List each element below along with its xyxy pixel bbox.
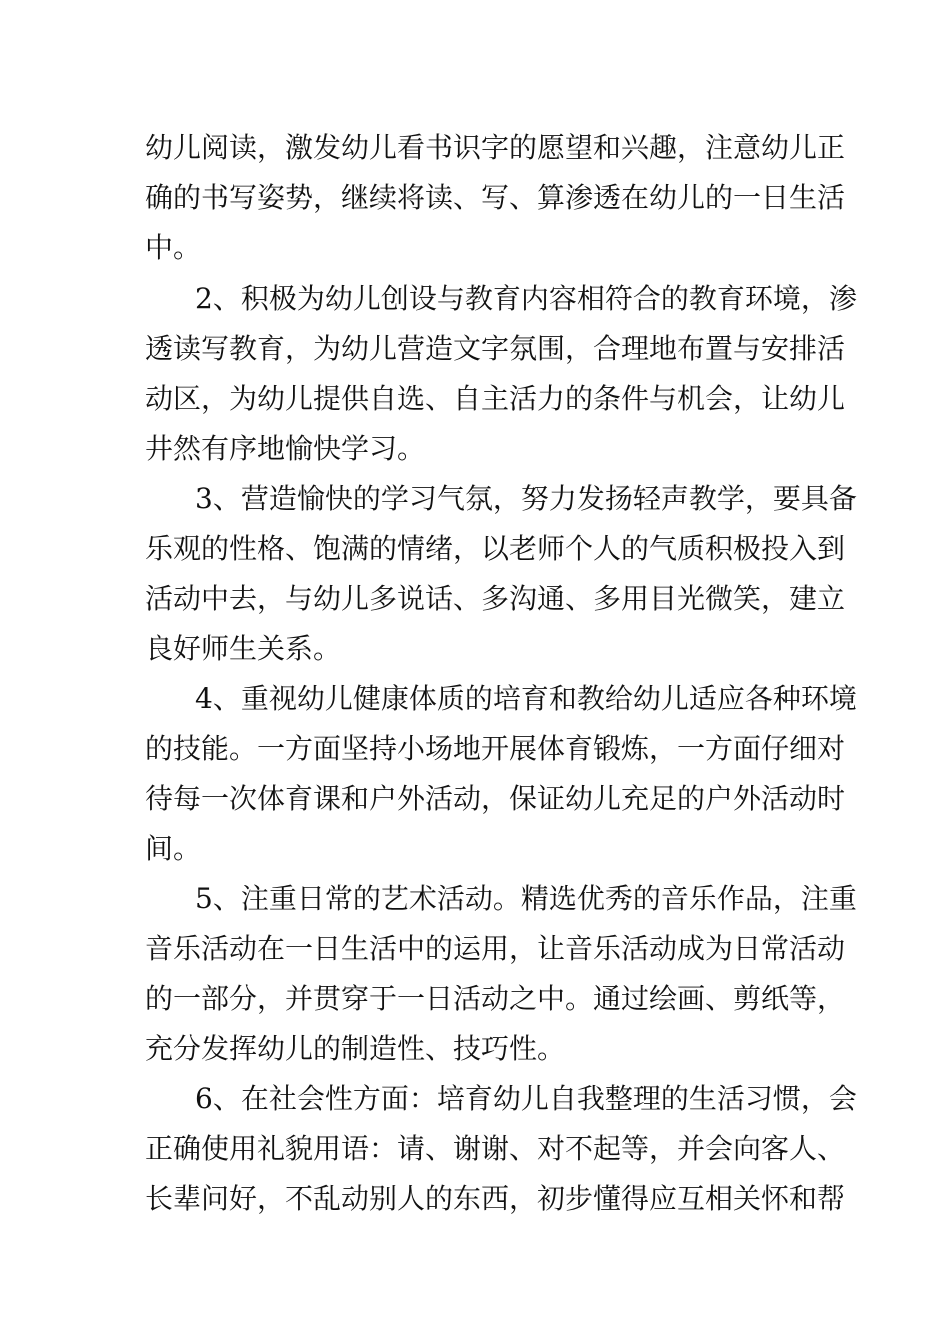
text-line: 音乐活动在一日生活中的运用，让音乐活动成为日常活动 [145,932,846,965]
text-line: 幼儿阅读，激发幼儿看书识字的愿望和兴趣，注意幼儿正 [145,131,846,164]
text-line: 乐观的性格、饱满的情绪，以老师个人的气质积极投入到 [145,532,846,565]
paragraph-first-line: 6、在社会性方面：培育幼儿自我整理的生活习惯，会 [195,1082,857,1115]
text-line: 中。 [145,231,202,264]
paragraph-first-line: 2、积极为幼儿创设与教育内容相符合的教育环境，渗 [195,282,857,315]
text-line: 动区，为幼儿提供自选、自主活力的条件与机会，让幼儿 [145,382,846,415]
text-line: 透读写教育，为幼儿营造文字氛围，合理地布置与安排活 [145,332,846,365]
text-line: 长辈问好，不乱动别人的东西，初步懂得应互相关怀和帮 [145,1182,846,1215]
paragraph-first-line: 4、重视幼儿健康体质的培育和教给幼儿适应各种环境 [195,682,857,715]
text-line: 确的书写姿势，继续将读、写、算渗透在幼儿的一日生活 [145,181,846,214]
text-line: 良好师生关系。 [145,632,342,665]
paragraph-first-line: 3、营造愉快的学习气氛，努力发扬轻声教学，要具备 [195,482,857,515]
text-line: 井然有序地愉快学习。 [145,432,426,465]
paragraph-first-line: 5、注重日常的艺术活动。精选优秀的音乐作品，注重 [195,882,857,915]
text-line: 待每一次体育课和户外活动，保证幼儿充足的户外活动时 [145,782,846,815]
text-line: 的一部分，并贯穿于一日活动之中。通过绘画、剪纸等， [145,982,846,1015]
text-line: 充分发挥幼儿的制造性、技巧性。 [145,1032,566,1065]
text-line: 正确使用礼貌用语：请、谢谢、对不起等，并会向客人、 [145,1132,846,1165]
text-line: 的技能。一方面坚持小场地开展体育锻炼，一方面仔细对 [145,732,846,765]
text-line: 间。 [145,832,202,865]
text-line: 活动中去，与幼儿多说话、多沟通、多用目光微笑，建立 [145,582,846,615]
